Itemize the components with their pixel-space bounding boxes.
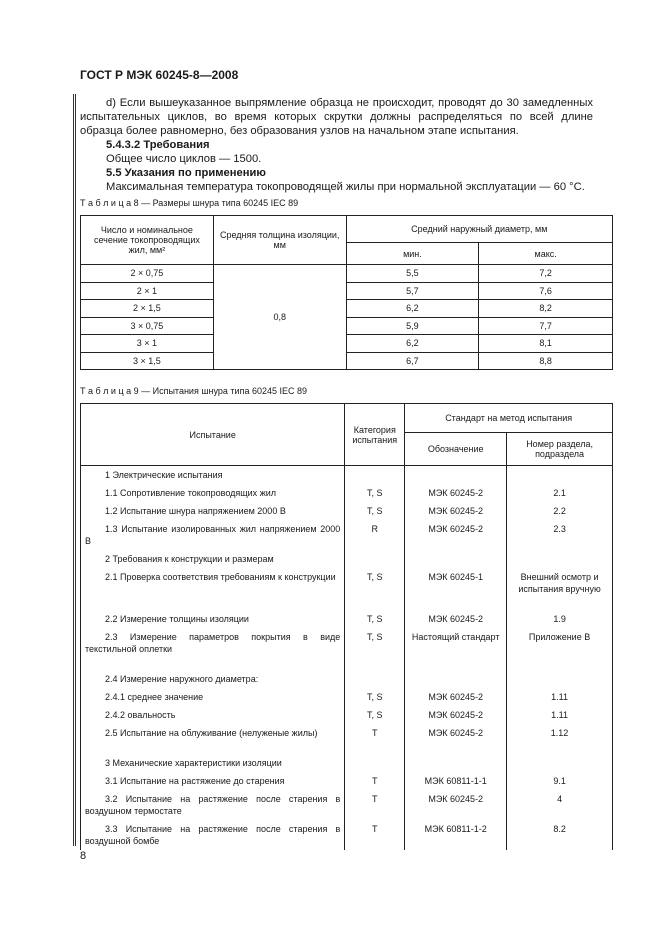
table-cell: 7,6 [479,282,613,300]
table-row [81,670,613,688]
col-header-max: макс. [479,243,613,265]
table-row [81,790,613,820]
table-cell: 5,5 [346,265,479,283]
test-cell: 2.1 Проверка соответствия требованиям к конструкции [81,568,345,610]
table-cell: 2 × 0,75 [81,265,214,283]
designation-cell: МЭК 60245-2 [405,790,507,820]
col-header-section: Число и номинальное сечение токопроводящих жил, мм² [81,216,214,265]
section-cell: Внешний осмотр и испытания вручную [507,568,613,610]
table-cell: 3 × 1,5 [81,352,214,370]
category-cell: T [345,724,405,754]
test-cell: 2.3 Измерение параметров покрытия в виде текстильной оплетки [81,628,345,670]
test-cell: 3 Механические характеристики изоляции [81,754,345,772]
test-cell: 1 Электрические испытания [81,466,345,485]
category-cell: T, S [345,484,405,502]
test-cell: 3.2 Испытание на растяжение после старения в воздушном термостате [81,790,345,820]
designation-cell: МЭК 60245-2 [405,610,507,628]
designation-cell: МЭК 60245-2 [405,484,507,502]
category-cell [345,754,405,772]
designation-cell: МЭК 60245-2 [405,520,507,550]
table-cell: 3 × 1 [81,335,214,353]
table-cell: 3 × 0,75 [81,317,214,335]
test-cell: 3.3 Испытание на растяжение после старения в воздушной бомбе [81,820,345,850]
test-cell: 1.2 Испытание шнура напряжением 2000 В [81,502,345,520]
category-cell: T, S [345,688,405,706]
category-cell: T, S [345,706,405,724]
table-cell: 5,9 [346,317,479,335]
designation-cell [405,550,507,568]
table-cell: 6,2 [346,300,479,318]
table-row [81,502,613,520]
section-cell: 1.12 [507,724,613,754]
col-header-designation: Обозначение [405,433,507,466]
section-cell [507,670,613,688]
table-row [81,610,613,628]
category-cell [345,466,405,485]
table-cell: 8,1 [479,335,613,353]
designation-cell [405,466,507,485]
page-number: 8 [80,850,87,862]
section-cell: Приложение В [507,628,613,670]
table-cell: 8,8 [479,352,613,370]
table-row [81,520,613,550]
designation-cell: МЭК 60245-1 [405,568,507,610]
table9-caption: Т а б л и ц а 9 — Испытания шнура типа 60245 IEC 89 [80,386,307,396]
designation-cell: Настоящий стандарт [405,628,507,670]
table-cell: 2 × 1 [81,282,214,300]
col-header-category: Категория испытания [345,404,405,466]
test-cell: 1.1 Сопротивление токопроводящих жил [81,484,345,502]
table-cell: 6,7 [346,352,479,370]
designation-cell: МЭК 60245-2 [405,688,507,706]
table8-caption: Т а б л и ц а 8 — Размеры шнура типа 60245 IEC 89 [80,198,299,208]
table-row [81,754,613,772]
category-cell: T, S [345,568,405,610]
intro-text [80,96,593,194]
category-cell: R [345,520,405,550]
designation-cell: МЭК 60245-2 [405,706,507,724]
paragraph-temperature: Максимальная температура токопроводящей жилы при нормальной эксплуатации — 60 °С. [106,181,585,193]
table-cell: 2 × 1,5 [81,300,214,318]
table-row [81,772,613,790]
table-row [81,466,613,485]
col-header-test: Испытание [81,404,345,466]
designation-cell: МЭК 60245-2 [405,724,507,754]
paragraph-cycles: Общее число циклов — 1500. [106,153,262,165]
test-cell: 2.4 Измерение наружного диаметра: [81,670,345,688]
designation-cell: МЭК 60811-1-2 [405,820,507,850]
col-header-standard: Стандарт на метод испытания [405,404,613,433]
test-cell: 3.1 Испытание на растяжение до старения [81,772,345,790]
section-cell [507,754,613,772]
table-cell: 5,7 [346,282,479,300]
table-cell-thickness: 0,8 [213,265,346,370]
designation-cell [405,754,507,772]
section-cell: 9.1 [507,772,613,790]
section-cell: 8.2 [507,820,613,850]
test-cell: 2.4.1 среднее значение [81,688,345,706]
category-cell [345,550,405,568]
test-cell: 2.4.2 овальность [81,706,345,724]
heading-application: 5.5 Указания по применению [106,167,266,179]
col-header-thickness: Средняя толщина изоляции, мм [213,216,346,265]
table-row [81,568,613,610]
category-cell: T [345,790,405,820]
table-cell: 6,2 [346,335,479,353]
category-cell [345,670,405,688]
category-cell: T [345,820,405,850]
table-row [81,550,613,568]
table-cell: 7,2 [479,265,613,283]
test-cell: 2 Требования к конструкции и размерам [81,550,345,568]
table-cell: 8,2 [479,300,613,318]
category-cell: T, S [345,610,405,628]
section-cell [507,466,613,485]
category-cell: T, S [345,502,405,520]
table-row [81,484,613,502]
col-header-diameter: Средний наружный диаметр, мм [346,216,612,243]
designation-cell: МЭК 60811-1-1 [405,772,507,790]
section-cell: 4 [507,790,613,820]
test-cell: 2.5 Испытание на облуживание (нелуженые жилы) [81,724,345,754]
test-cell: 2.2 Измерение толщины изоляции [81,610,345,628]
section-cell: 1.11 [507,688,613,706]
category-cell: T [345,772,405,790]
section-cell: 2.2 [507,502,613,520]
col-header-section-number: Номер раздела, подраздела [507,433,613,466]
table-row [81,688,613,706]
document-header: ГОСТ Р МЭК 60245-8—2008 [80,68,239,82]
section-cell: 1.9 [507,610,613,628]
section-cell: 2.3 [507,520,613,550]
category-cell: T, S [345,628,405,670]
table-row [81,628,613,670]
table-8 [80,215,613,370]
designation-cell: МЭК 60245-2 [405,502,507,520]
section-cell: 1.11 [507,706,613,724]
table-row [81,724,613,754]
heading-requirements: 5.4.3.2 Требования [106,139,210,151]
section-cell: 2.1 [507,484,613,502]
designation-cell [405,670,507,688]
table-row [81,706,613,724]
paragraph-d: d) Если вышеуказанное выпрямление образца не происходит, проводят до 30 замедленных испытательных циклов, во время которых скрутки должны распределяться по всей длине образца более равномерно, без образования узлов на начальном этапе испытания. [80,97,593,137]
table-row [81,820,613,850]
col-header-min: мин. [346,243,479,265]
table-cell: 7,7 [479,317,613,335]
change-bar [73,94,76,846]
test-cell: 1.3 Испытание изолированных жил напряжением 2000 В [81,520,345,550]
table-9 [80,403,613,850]
section-cell [507,550,613,568]
